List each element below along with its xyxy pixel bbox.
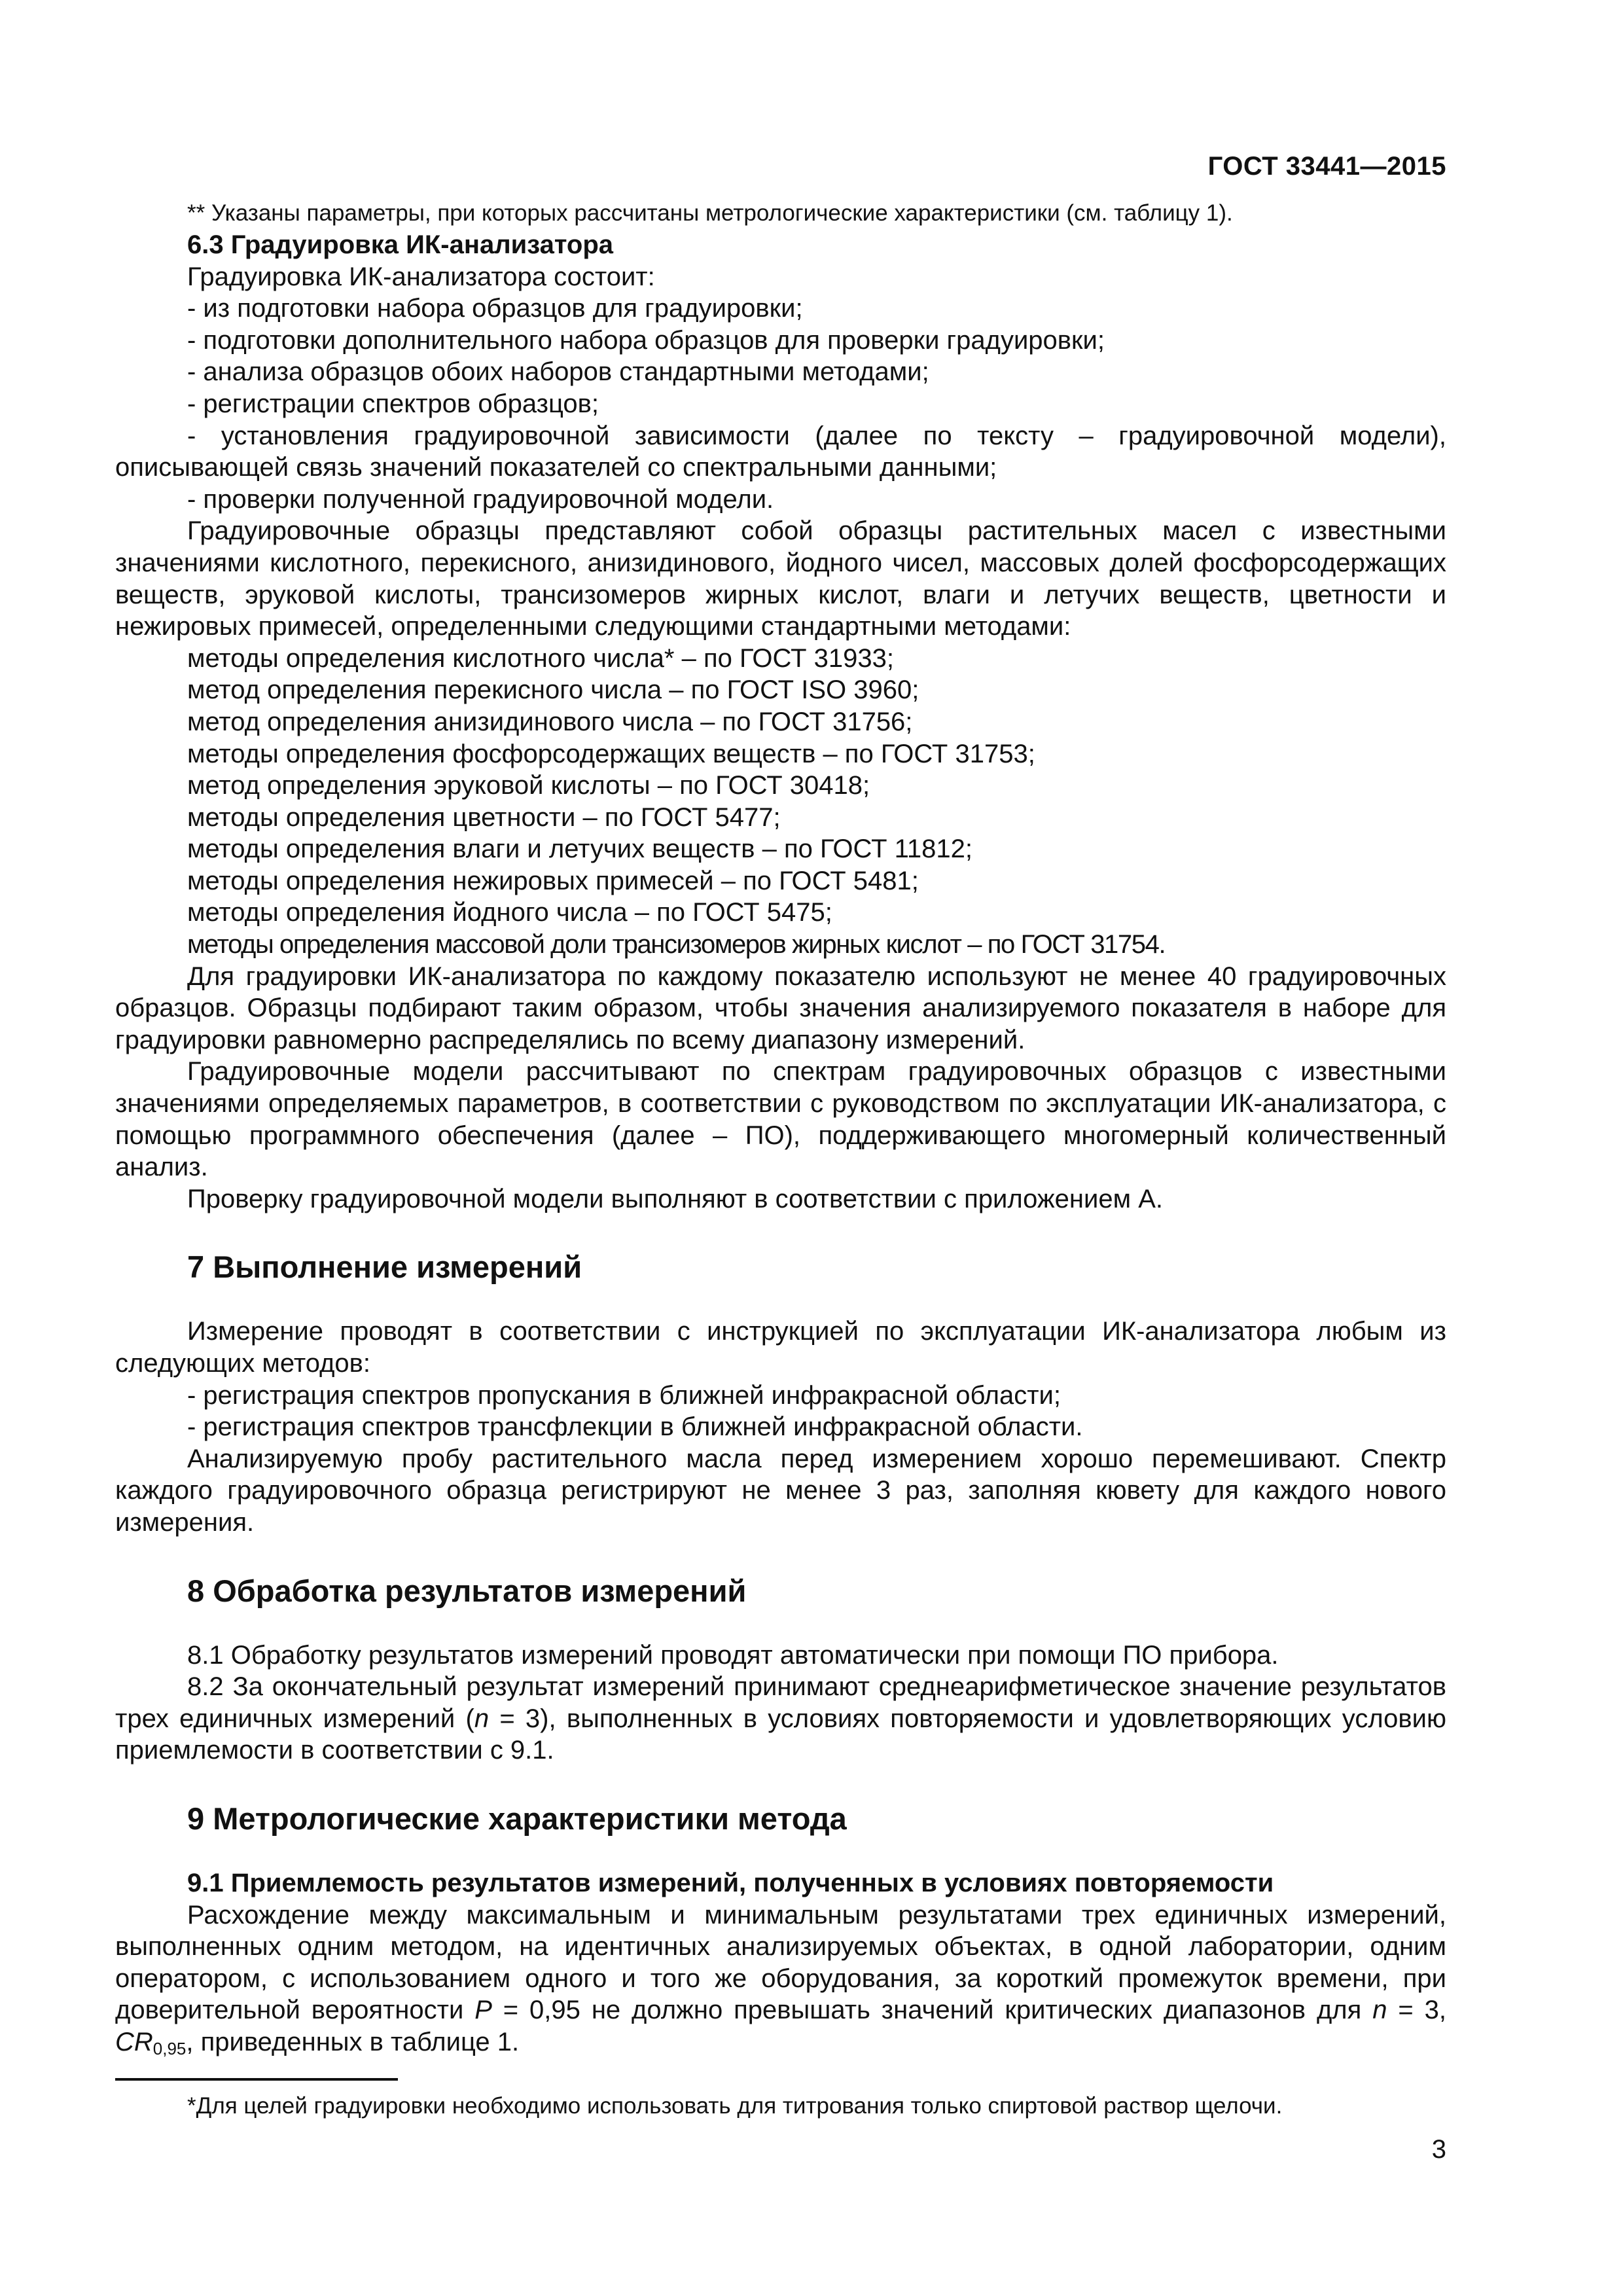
section-7-paragraph: Измерение проводят в соответствии с инструкцией по эксплуатации ИК-анализатора любым из следующих методов: [115,1317,1446,1378]
method-item: методы определения фосфорсодержащих веществ – по ГОСТ 31753; [187,739,1035,768]
clause-9-1-title: 9.1 Приемлемость результатов измерений, полученных в условиях повторяемости [187,1868,1274,1897]
list-item: - из подготовки набора образцов для градуировки; [187,294,803,323]
section-7-paragraph-2: Анализируемую пробу растительного масла перед измерением хорошо перемешивают. Спектр каждого градуировочного образца регистрируют не менее 3 раз, заполняя кювету для каждого нового измерения. [115,1444,1446,1537]
list-item: - подготовки дополнительного набора образцов для проверки градуировки; [187,325,1105,355]
method-item: методы определения кислотного числа* – по ГОСТ 31933; [187,643,894,673]
section-6-3-title: 6.3 Градуировка ИК-анализатора [187,230,614,259]
list-item: - регистрация спектров пропускания в ближней инфракрасной области; [187,1380,1061,1410]
paragraph-calibration-models: Градуировочные модели рассчитывают по спектрам градуировочных образцов с известными значениями определяемых параметров, в соответствии с руководством по эксплуатации ИК-анализатора, с помощью программного обеспечения (далее – ПО), поддерживающего многомерный количественный анализ. [115,1057,1446,1182]
method-item: метод определения перекисного числа – по ГОСТ ISO 3960; [187,675,919,705]
list-item: - установления градуировочной зависимости (далее по тексту – градуировочной модели), описывающей связь значений показателей со спектральными данными; [115,421,1446,482]
list-item: - регистрация спектров трансфлекции в ближней инфракрасной области. [187,1412,1083,1442]
section-6-3-intro: Градуировка ИК-анализатора состоит: [187,262,655,291]
list-item: - проверки полученной градуировочной модели. [187,484,774,514]
section-9-title: 9 Метрологические характеристики метода [187,1801,847,1836]
footnote: *Для целей градуировки необходимо использовать для титрования только спиртовой раствор щелочи. [187,2093,1283,2119]
page-number: 3 [1431,2135,1446,2164]
clause-8-2: 8.2 За окончательный результат измерений принимают среднеарифметическое значение результатов трех единичных измерений (n = 3), выполненных в условиях повторяемости и удовлетворяющих условию приемлемости в соответствии с 9.1. [115,1672,1446,1765]
method-item: методы определения нежировых примесей – по ГОСТ 5481; [187,866,919,895]
method-item: метод определения анизидинового числа – по ГОСТ 31756; [187,707,913,736]
method-item: методы определения цветности – по ГОСТ 5477; [187,802,781,832]
table-note: ** Указаны параметры, при которых рассчитаны метрологические характеристики (см. таблицу 1). [187,200,1233,226]
clause-9-1-paragraph: Расхождение между максимальным и минимальным результатами трех единичных измерений, выполненных одним методом, на идентичных анализируемых объектах, в одной лаборатории, одним оператором, с использованием одного и того же оборудования, за короткий промежуток времени, при доверительной вероятности P = 0,95 не должно превышать значений критических диапазонов для n = 3, $CR_{0,95}$, приведенных в таблице 1. [115,1900,1446,2058]
paragraph-sample-count: Для градуировки ИК-анализатора по каждому показателю используют не менее 40 градуировочных образцов. Образцы подбирают таким образом, чтобы значения анализируемого показателя в наборе для градуировки равномерно распределялись по всему диапазону измерений. [115,961,1446,1054]
document-code-header: ГОСТ 33441—2015 [1207,152,1446,181]
method-item: методы определения массовой доли трансизомеров жирных кислот – по ГОСТ 31754. [187,930,1166,960]
section-8-title: 8 Обработка результатов измерений [187,1573,747,1608]
section-7-title: 7 Выполнение измерений [187,1249,582,1285]
method-item: методы определения йодного числа – по ГОСТ 5475; [187,898,832,927]
footnote-divider [115,2078,398,2081]
method-item: методы определения влаги и летучих веществ – по ГОСТ 11812; [187,834,972,864]
clause-8-1: 8.1 Обработку результатов измерений проводят автоматически при помощи ПО прибора. [187,1640,1279,1670]
paragraph-calibration-samples: Градуировочные образцы представляют собой образцы растительных масел с известными значениями кислотного, перекисного, анизидинового, йодного чисел, массовых долей фосфорсодержащих веществ, эруковой кислоты, трансизомеров жирных кислот, влаги и летучих веществ, цветности и нежировых примесей, определенными следующими стандартными методами: [115,516,1446,641]
method-item: метод определения эруковой кислоты – по ГОСТ 30418; [187,771,870,800]
list-item: - анализа образцов обоих наборов стандартными методами; [187,357,929,387]
paragraph-model-check: Проверку градуировочной модели выполняют в соответствии с приложением А. [187,1184,1163,1213]
document-body [115,198,1446,2058]
list-item: - регистрации спектров образцов; [187,389,599,418]
